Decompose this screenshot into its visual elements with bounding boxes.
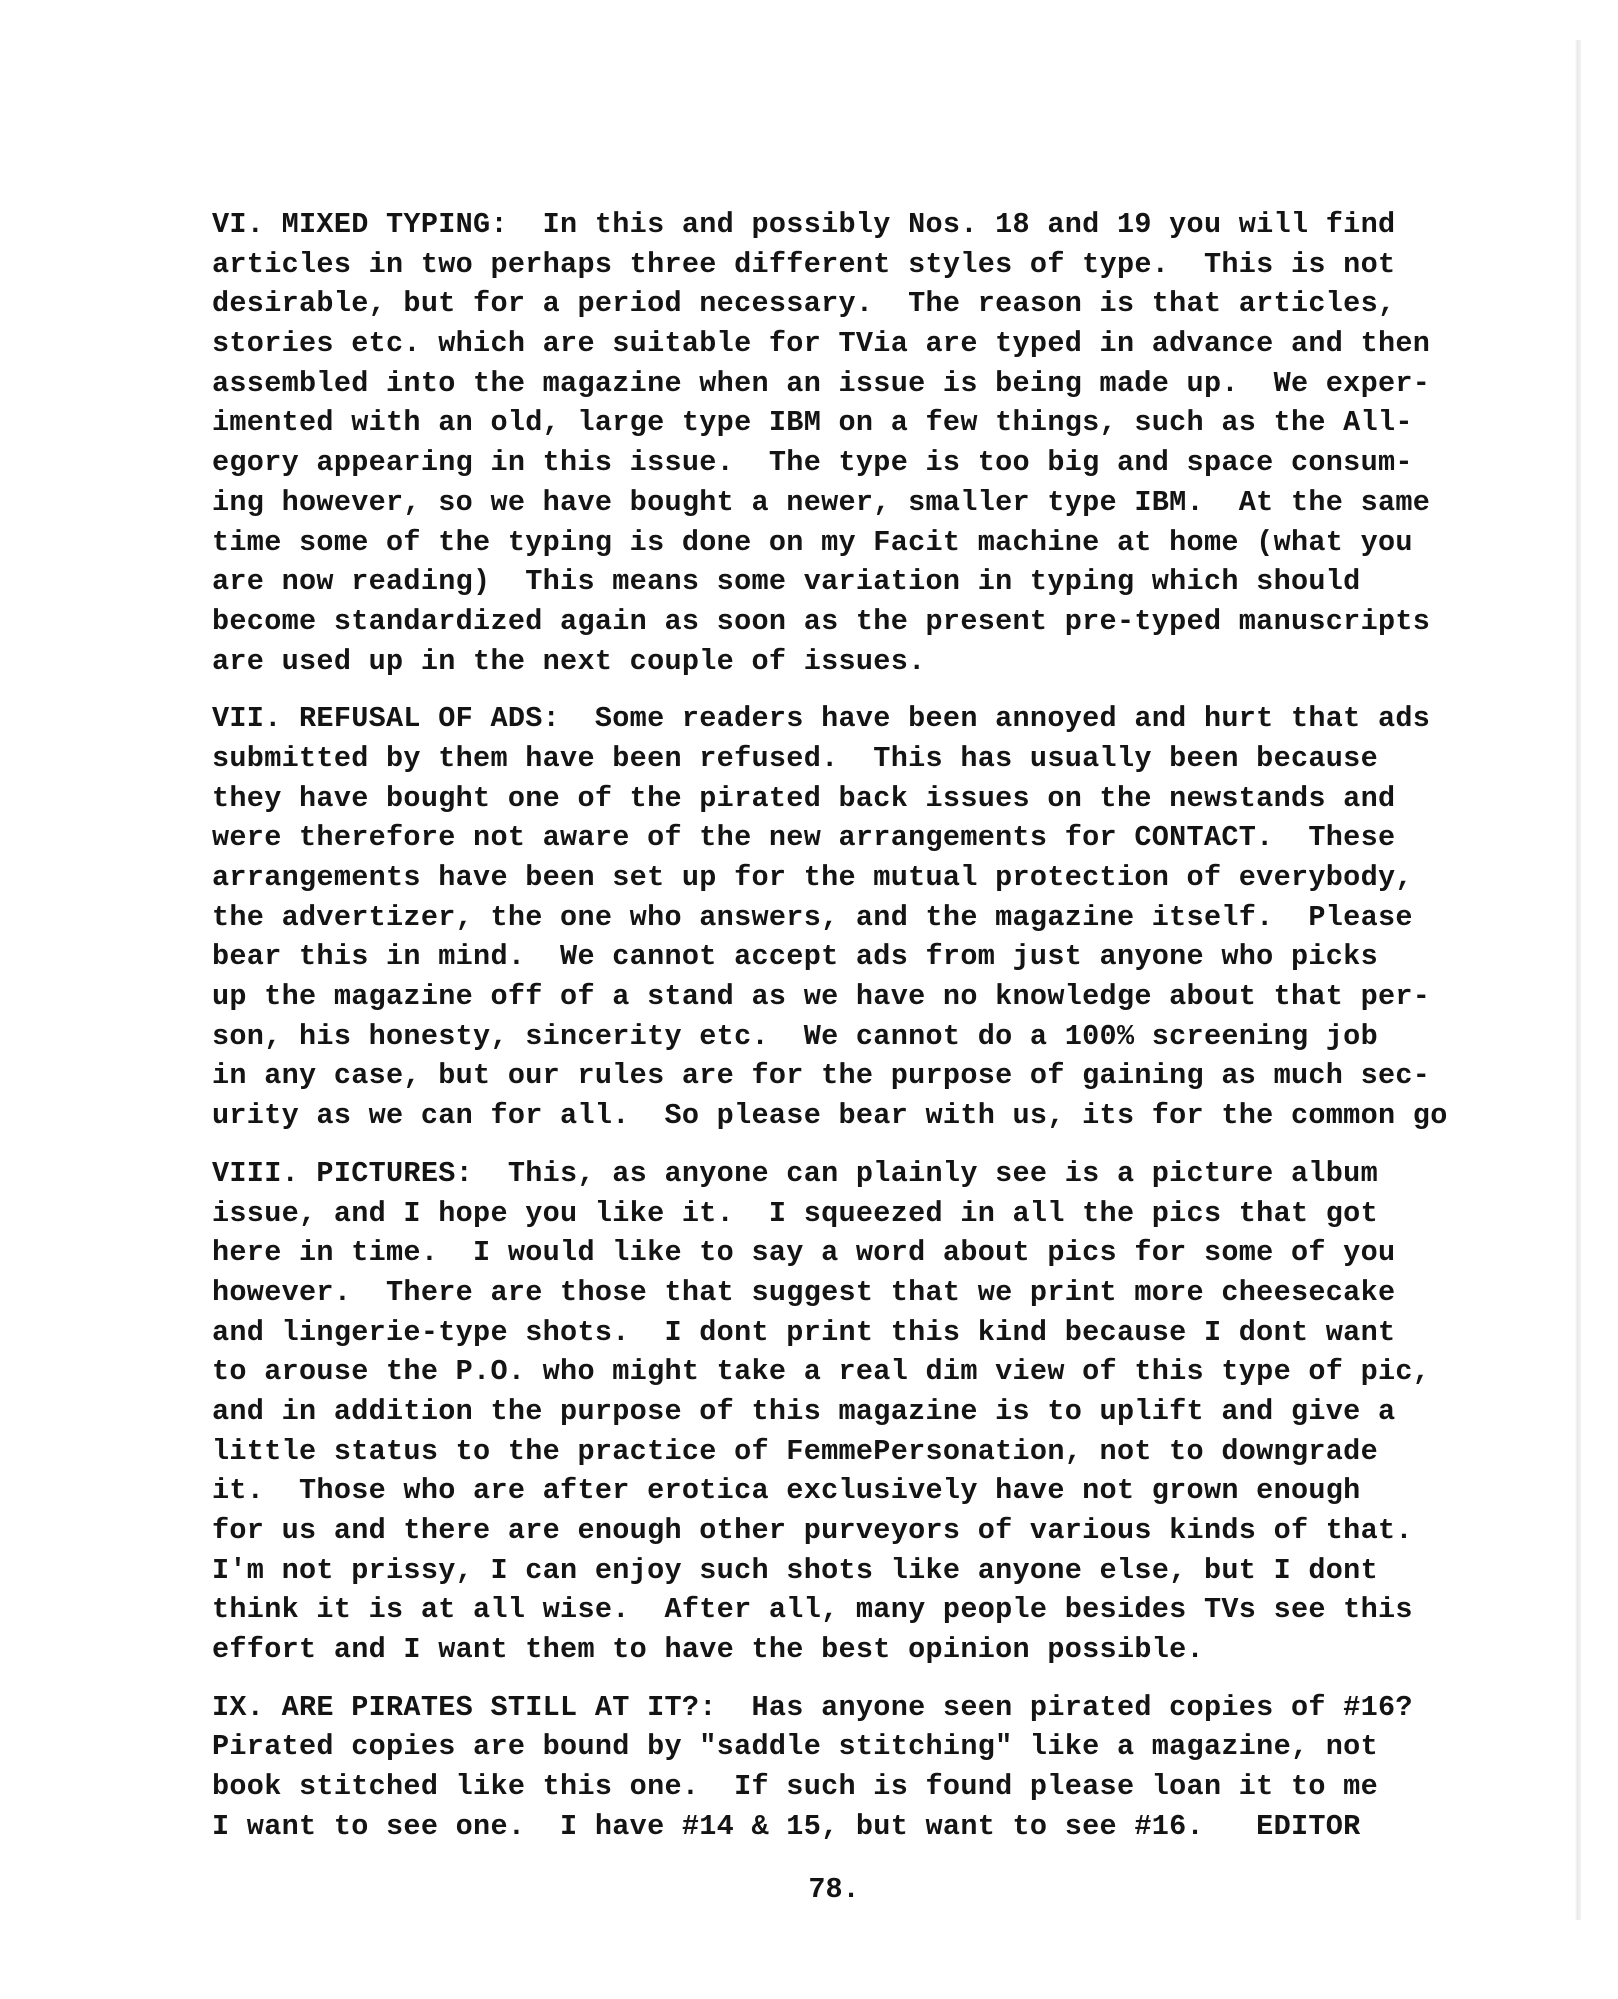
text-line: imented with an old, large type IBM on a few things, such as the All- <box>212 406 1413 440</box>
page-number: 78. <box>808 1873 860 1906</box>
text-line: egory appearing in this issue. The type is too big and space consum- <box>212 446 1413 480</box>
text-line: for us and there are enough other purveyors of various kinds of that. <box>212 1514 1413 1547</box>
typed-text-body <box>212 205 1582 1865</box>
text-line: time some of the typing is done on my Facit machine at home (what you <box>212 525 1413 559</box>
section-pictures <box>212 1154 1582 1670</box>
text-line: ing however, so we have bought a newer, smaller type IBM. At the same <box>212 485 1431 519</box>
text-line: arrangements have been set up for the mutual protection of everybody, <box>212 861 1413 894</box>
text-line: were therefore not aware of the new arrangements for CONTACT. These <box>212 821 1396 855</box>
text-line: bear this in mind. We cannot accept ads from just anyone who picks <box>212 940 1378 974</box>
text-line: are now reading) This means some variation in typing which should <box>212 565 1361 599</box>
text-line: they have bought one of the pirated back issues on the newstands and <box>212 781 1396 815</box>
text-line: VIII. PICTURES: This, as anyone can plainly see is a picture album <box>212 1156 1378 1190</box>
section-refusal-of-ads <box>212 699 1582 1136</box>
text-line: book stitched like this one. If such is found please loan it to me <box>212 1770 1378 1804</box>
text-line: submitted by them have been refused. This has usually been because <box>212 741 1378 775</box>
text-line: and in addition the purpose of this magazine is to uplift and give a <box>212 1394 1396 1428</box>
text-line: in any case, but our rules are for the purpose of gaining as much sec- <box>212 1059 1431 1093</box>
text-line: think it is at all wise. After all, many people besides TVs see this <box>212 1593 1413 1627</box>
text-line: are used up in the next couple of issues. <box>212 644 926 678</box>
text-line: and lingerie-type shots. I dont print this kind because I dont want <box>212 1315 1396 1349</box>
text-line: however. There are those that suggest that we print more cheesecake <box>212 1275 1396 1309</box>
text-line: assembled into the magazine when an issue is being made up. We exper- <box>212 366 1431 400</box>
text-line: to arouse the P.O. who might take a real dim view of this type of pic, <box>212 1355 1431 1389</box>
text-line: stories etc. which are suitable for TVia are typed in advance and then <box>212 327 1431 361</box>
text-line: son, his honesty, sincerity etc. We cannot do a 100% screening job <box>212 1019 1378 1053</box>
text-line: urity as we can for all. So please bear with us, its for the common go <box>212 1099 1448 1133</box>
text-line: I'm not prissy, I can enjoy such shots like anyone else, but I dont <box>212 1553 1378 1587</box>
text-line: little status to the practice of FemmePersonation, not to downgrade <box>212 1434 1378 1468</box>
text-line: here in time. I would like to say a word about pics for some of you <box>212 1236 1396 1270</box>
text-line: become standardized again as soon as the present pre-typed manuscripts <box>212 604 1431 638</box>
text-line: the advertizer, the one who answers, and the magazine itself. Please <box>212 900 1413 934</box>
text-line: desirable, but for a period necessary. The reason is that articles, <box>212 287 1396 321</box>
section-mixed-typing <box>212 205 1582 681</box>
text-line: I want to see one. I have #14 & 15, but want to see #16. EDITOR <box>212 1809 1361 1843</box>
text-line: it. Those who are after erotica exclusively have not grown enough <box>212 1474 1361 1508</box>
text-line: IX. ARE PIRATES STILL AT IT?: Has anyone seen pirated copies of #16? <box>212 1690 1413 1724</box>
text-line: effort and I want them to have the best opinion possible. <box>212 1633 1204 1667</box>
text-line: Pirated copies are bound by "saddle stitching" like a magazine, not <box>212 1730 1378 1764</box>
text-line: VII. REFUSAL OF ADS: Some readers have been annoyed and hurt that ads <box>212 702 1431 736</box>
text-line: VI. MIXED TYPING: In this and possibly Nos. 18 and 19 you will find <box>212 208 1396 241</box>
text-line: issue, and I hope you like it. I squeezed in all the pics that got <box>212 1196 1378 1230</box>
text-line: up the magazine off of a stand as we have no knowledge about that per- <box>212 980 1431 1014</box>
section-pirates <box>212 1688 1582 1847</box>
text-line: articles in two perhaps three different styles of type. This is not <box>212 247 1396 281</box>
